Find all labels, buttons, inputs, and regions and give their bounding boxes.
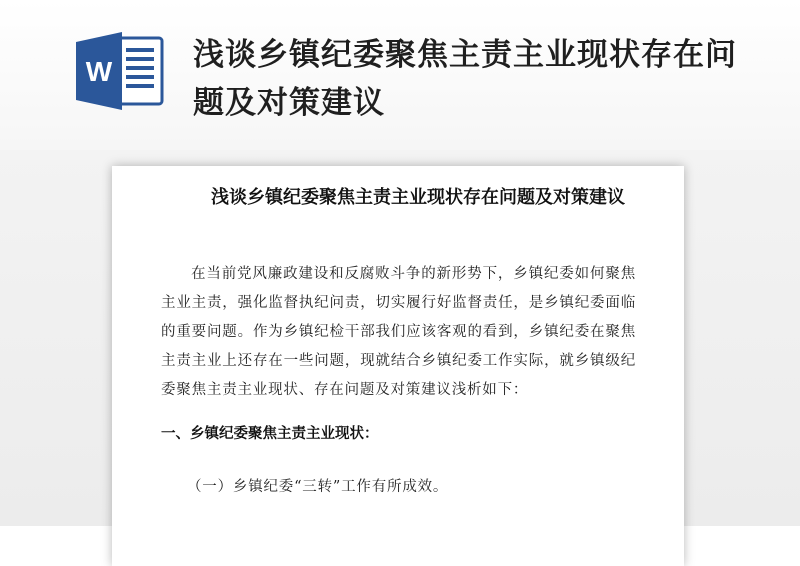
section-heading: 一、乡镇纪委聚焦主责主业现状： — [161, 426, 379, 442]
subsection-heading: （一）乡镇纪委“三转”工作有所成效。 — [187, 479, 449, 495]
document-intro-paragraph: 在当前党风廉政建设和反腐败斗争的新形势下，乡镇纪委如何聚焦主业主责，强化监督执纪问责，切实履行好监督责任，是乡镇纪委面临的重要问题。作为乡镇纪检干部我们应该客观的看到，乡镇纪委在聚焦主责主业上还存在一些问题，现就结合乡镇纪委工作实际，就乡镇级纪委聚焦主责主业现状、存在问题及对策建议浅析如下： — [161, 266, 636, 398]
document-title: 浅谈乡镇纪委聚焦主责主业现状存在问题及对策建议 — [211, 187, 625, 208]
document-preview-page — [112, 166, 684, 566]
word-document-icon — [76, 32, 164, 110]
page-title: 浅谈乡镇纪委聚焦主责主业现状存在问题及对策建议 — [193, 37, 737, 121]
word-icon-letter: W — [85, 56, 113, 87]
truncated-text-line — [161, 518, 636, 528]
